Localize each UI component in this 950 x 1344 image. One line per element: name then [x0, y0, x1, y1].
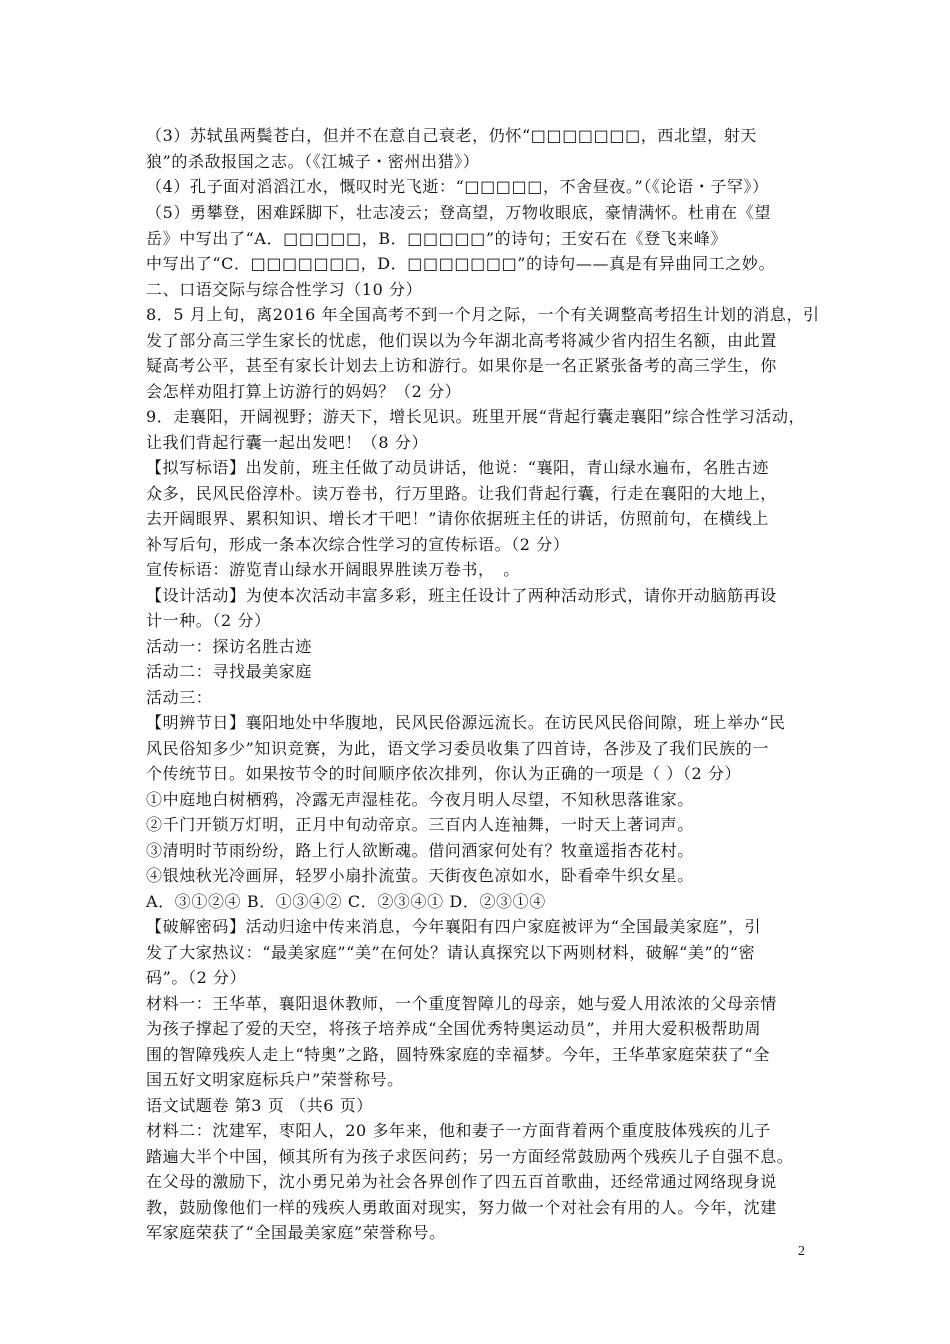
text-line: 材料二：沈建军，枣阳人，20 多年来，他和妻子一方面背着两个重度肢体残疾的儿子 [146, 1121, 771, 1140]
text-line: 教，鼓励像他们一样的残疾人勇敢面对现实，努力做一个对社会有用的人。今年，沈建 [146, 1198, 777, 1217]
page-footer-text: 语文试题卷 第3 页 （共6 页） [146, 1096, 373, 1115]
poem-line: ③清明时节雨纷纷，路上行人欲断魂。借问酒家何处有？牧童遥指杏花村。 [146, 841, 694, 860]
text-line: 狼”的杀敌报国之志。（《江城子・密州出猎》） [146, 152, 480, 171]
text-line: 踏遍大半个中国，倾其所有为孩子求医问药；另一方面经常鼓励两个残疾儿子自强不息。 [146, 1147, 794, 1166]
slogan-line: 宣传标语：游览青山绿水开阔眼界胜读万卷书， 。 [146, 560, 520, 579]
text-line: 码”。（2 分） [146, 968, 247, 987]
text-line: 国五好文明家庭标兵户”荣誉称号。 [146, 1070, 404, 1089]
text-line: 中写出了“C．□□□□□□□，D．□□□□□□□”的诗句——真是有异曲同工之妙。 [146, 254, 776, 273]
text-line: （5）勇攀登，困难踩脚下，壮志凌云；登高望，万物收眼底，豪情满怀。杜甫在《望 [146, 203, 771, 222]
text-line: 去开阔眼界、累积知识、增长才干吧！”请你依据班主任的讲话，仿照前句，在横线上 [146, 509, 769, 528]
text-line: 让我们背起行囊一起出发吧！（8 分） [146, 433, 429, 452]
text-line: （3）苏轼虽两鬓苍白，但并不在意自己衰老，仍怀“□□□□□□□，西北望，射天 [146, 126, 757, 145]
text-line: 众多，民风民俗淳朴。读万卷书，行万里路。让我们背起行囊，行走在襄阳的大地上， [146, 484, 777, 503]
text-line: 围的智障残疾人走上“特奥”之路，圆特殊家庭的幸福梦。今年，王华革家庭荣获了“全 [146, 1045, 770, 1064]
activity-item: 活动二：寻找最美家庭 [146, 662, 313, 681]
poem-line: ②千门开锁万灯明，正月中旬动帝京。三百内人连袖舞，一时天上著词声。 [146, 815, 694, 834]
text-line: 【拟写标语】出发前，班主任做了动员讲话，他说：“襄阳，青山绿水遍布，名胜古迹 [146, 458, 769, 477]
text-line: 【明辨节日】襄阳地处中华腹地，民风民俗源远流长。在访民风民俗间隙，班上举办“民 [146, 713, 786, 732]
text-line: 在父母的激励下，沈小勇兄弟为社会各界创作了四五百首歌曲，还经常通过网络现身说 [146, 1172, 777, 1191]
text-line: 发了大家热议：“最美家庭”“美”在何处？请认真探究以下两则材料，破解“美”的“密 [146, 943, 756, 962]
activity-item: 活动一：探访名胜古迹 [146, 637, 313, 656]
text-line: 【破解密码】活动归途中传来消息，今年襄阳有四户家庭被评为“全国最美家庭”，引 [146, 917, 762, 936]
poem-line: ①中庭地白树栖鸦，冷露无声湿桂花。今夜月明人尽望，不知秋思落谁家。 [146, 790, 694, 809]
text-line: 疑高考公平，甚至有家长计划去上访和游行。如果你是一名正紧张备考的高三学生，你 [146, 356, 777, 375]
section-heading: 二、口语交际与综合性学习（10 分） [146, 280, 423, 299]
text-line: 风民俗知多少”知识竞赛，为此，语文学习委员收集了四首诗，各涉及了我们民族的一 [146, 739, 769, 758]
text-line: 发了部分高三学生家长的忧虑，他们误以为今年湖北高考将减少省内招生名额，由此置 [146, 331, 777, 350]
activity-item: 活动三： [146, 688, 213, 707]
text-line: （4）孔子面对滔滔江水，慨叹时光飞逝：“□□□□□，不舍昼夜。”（《论语・子罕》） [146, 177, 769, 196]
answer-options: A．③①②④ B．①③④② C．②③④① D．②③①④ [146, 892, 546, 911]
text-line: 会怎样劝阻打算上访游行的妈妈？（2 分） [146, 382, 462, 401]
text-line: 为孩子撑起了爱的天空，将孩子培养成“全国优秀特奥运动员”，并用大爱积极帮助周 [146, 1019, 762, 1038]
page-number: 2 [798, 1244, 805, 1259]
poem-line: ④银烛秋光冷画屏，轻罗小扇扑流萤。天街夜色凉如水，卧看牵牛织女星。 [146, 866, 694, 885]
text-line: 【设计活动】为使本次活动丰富多彩，班主任设计了两种活动形式，请你开动脑筋再设 [146, 586, 777, 605]
text-line: 9．走襄阳，开阔视野；游天下，增长见识。班里开展“背起行囊走襄阳”综合性学习活动， [146, 407, 806, 426]
text-line: 个传统节日。如果按节令的时间顺序依次排列，你认为正确的一项是（ ）（2 分） [146, 764, 742, 783]
text-line: 计一种。（2 分） [146, 611, 271, 630]
text-line: 军家庭荣获了“全国最美家庭”荣誉称号。 [146, 1223, 446, 1242]
text-line: 补写后句，形成一条本次综合性学习的宣传标语。（2 分） [146, 535, 570, 554]
text-line: 材料一：王华革，襄阳退休教师，一个重度智障儿的母亲，她与爱人用浓浓的父母亲情 [146, 994, 777, 1013]
text-line: 8．5 月上旬，离2016 年全国高考不到一个月之际，一个有关调整高考招生计划的消息，引 [146, 305, 820, 324]
text-line: 岳》中写出了“A．□□□□□，B．□□□□□”的诗句；王安石在《登飞来峰》 [146, 229, 728, 248]
